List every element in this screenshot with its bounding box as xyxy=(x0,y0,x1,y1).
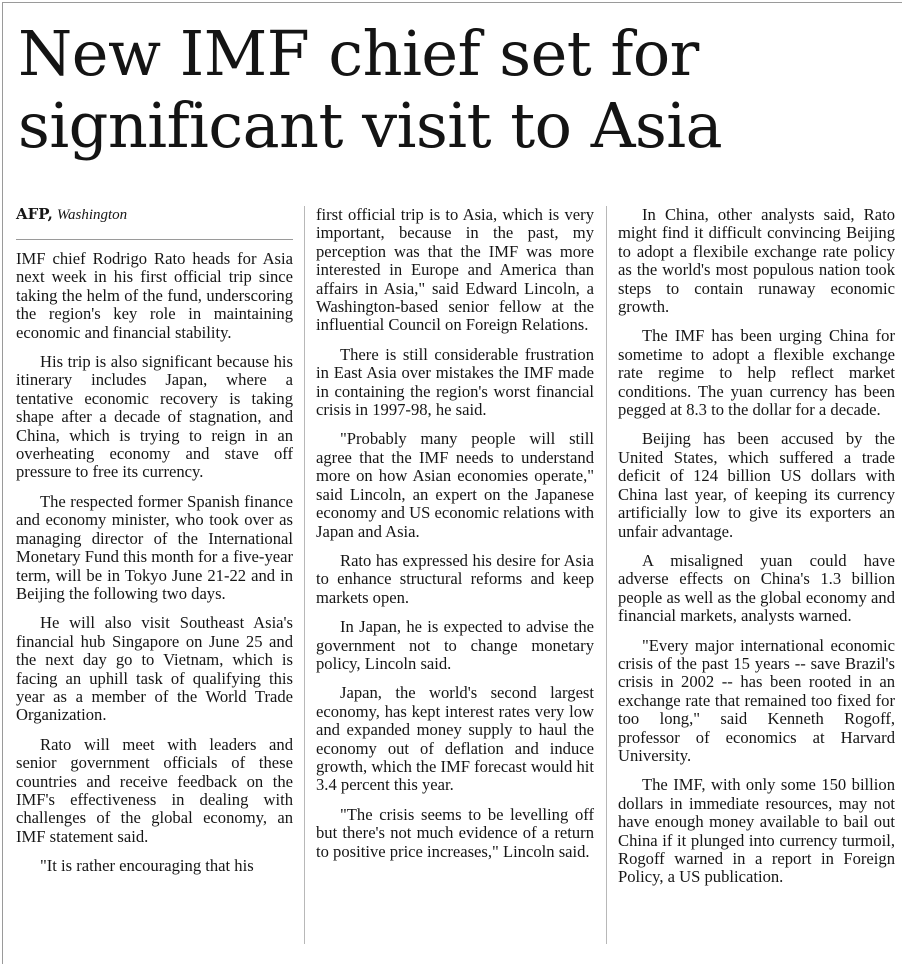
byline-agency: AFP, xyxy=(16,205,53,223)
paragraph: The IMF, with only some 150 billion dollars in immediate resources, may not have enough money available to bail out China if it plunged into currency turmoil, Rogoff warned in a report in Foreign Policy, a US publication. xyxy=(618,775,895,887)
paragraph: A misaligned yuan could have adverse effects on China's 1.3 billion people as well as the global economy and financial markets, analysts warned. xyxy=(618,550,895,626)
article-column-3 xyxy=(618,206,895,898)
headline: New IMF chief set for significant visit to Asia xyxy=(18,17,723,162)
paragraph: Rato will meet with leaders and senior government officials of these countries and receive feedback on the IMF's effectiveness in dealing with challenges of the global economy, an IMF statement said. xyxy=(16,734,293,846)
paragraph: "The crisis seems to be levelling off but there's not much evidence of a return to positive price increases," Lincoln said. xyxy=(316,804,594,861)
paragraph: "Every major international economic crisis of the past 15 years -- save Brazil's crisis in 2002 -- has been rooted in an exchange rate that remained too fixed for too long," said Kenneth Rogoff, professor of economics at Harvard University. xyxy=(618,635,895,765)
column-divider xyxy=(606,206,607,944)
byline-dateline: Washington xyxy=(56,207,128,223)
paragraph: The IMF has been urging China for sometime to adopt a flexible exchange rate regime to help reflect market conditions. The yuan currency has been pegged at 8.3 to the dollar for a decade. xyxy=(618,326,895,420)
paragraph: The respected former Spanish finance and economy minister, who took over as managing director of the International Monetary Fund this month for a five-year term, will be in Tokyo June 21-22 and in Beijing the following two days. xyxy=(16,491,293,603)
paragraph: "It is rather encouraging that his xyxy=(40,856,254,876)
paragraph: He will also visit Southeast Asia's financial hub Singapore on June 25 and the next day go to Vietnam, which is facing an uphill task of qualifying this year as a member of the World Trade Organization. xyxy=(16,613,293,725)
byline xyxy=(16,204,293,225)
paragraph: IMF chief Rodrigo Rato heads for Asia next week in his first official trip since taking the helm of the fund, underscoring the region's key role in maintaining economic and financial stability. xyxy=(16,249,293,342)
paragraph: "Probably many people will still agree that the IMF needs to understand more on how Asian economies operate," said Lincoln, an expert on the Japanese economy and US economic relations with Japan and Asia. xyxy=(316,429,594,541)
paragraph: His trip is also significant because his itinerary includes Japan, where a tentative economic recovery is taking shape after a decade of stagnation, and China, which is trying to reign in an overheating economy and stave off pressure to free its currency. xyxy=(16,352,293,482)
paragraph: In China, other analysts said, Rato might find it difficult convincing Beijing to adopt a flexibile exchange rate policy as the world's most populous nation took steps to contain runaway economic growth. xyxy=(618,205,895,317)
paragraph: Rato has expressed his desire for Asia to enhance structural reforms and keep markets open. xyxy=(316,550,594,607)
article-column-2 xyxy=(316,206,594,872)
paragraph: In Japan, he is expected to advise the government not to change monetary policy, Lincoln said. xyxy=(316,617,594,673)
column-divider xyxy=(304,206,305,944)
paragraph: There is still considerable frustration in East Asia over mistakes the IMF made in containing the region's worst financial crisis in 1997-98, he said. xyxy=(316,344,594,420)
article-column-1 xyxy=(16,204,293,887)
paragraph: Japan, the world's second largest economy, has kept interest rates very low and expanded money supply to haul the economy out of deflation and induce growth, which the IMF forecast would hit 3.4 percent this year. xyxy=(316,683,594,795)
paragraph: Beijing has been accused by the United States, which suffered a trade deficit of 124 billion US dollars with China last year, of keeping its currency artificially low to give its exporters an unfair advantage. xyxy=(618,429,895,541)
paragraph: first official trip is to Asia, which is very important, because in the past, my perception was that the IMF was more interested in Europe and America than affairs in Asia," said Edward Lincoln, a Washington-based senior fellow at the influential Council on Foreign Relations. xyxy=(316,205,594,335)
byline-divider xyxy=(16,239,293,240)
